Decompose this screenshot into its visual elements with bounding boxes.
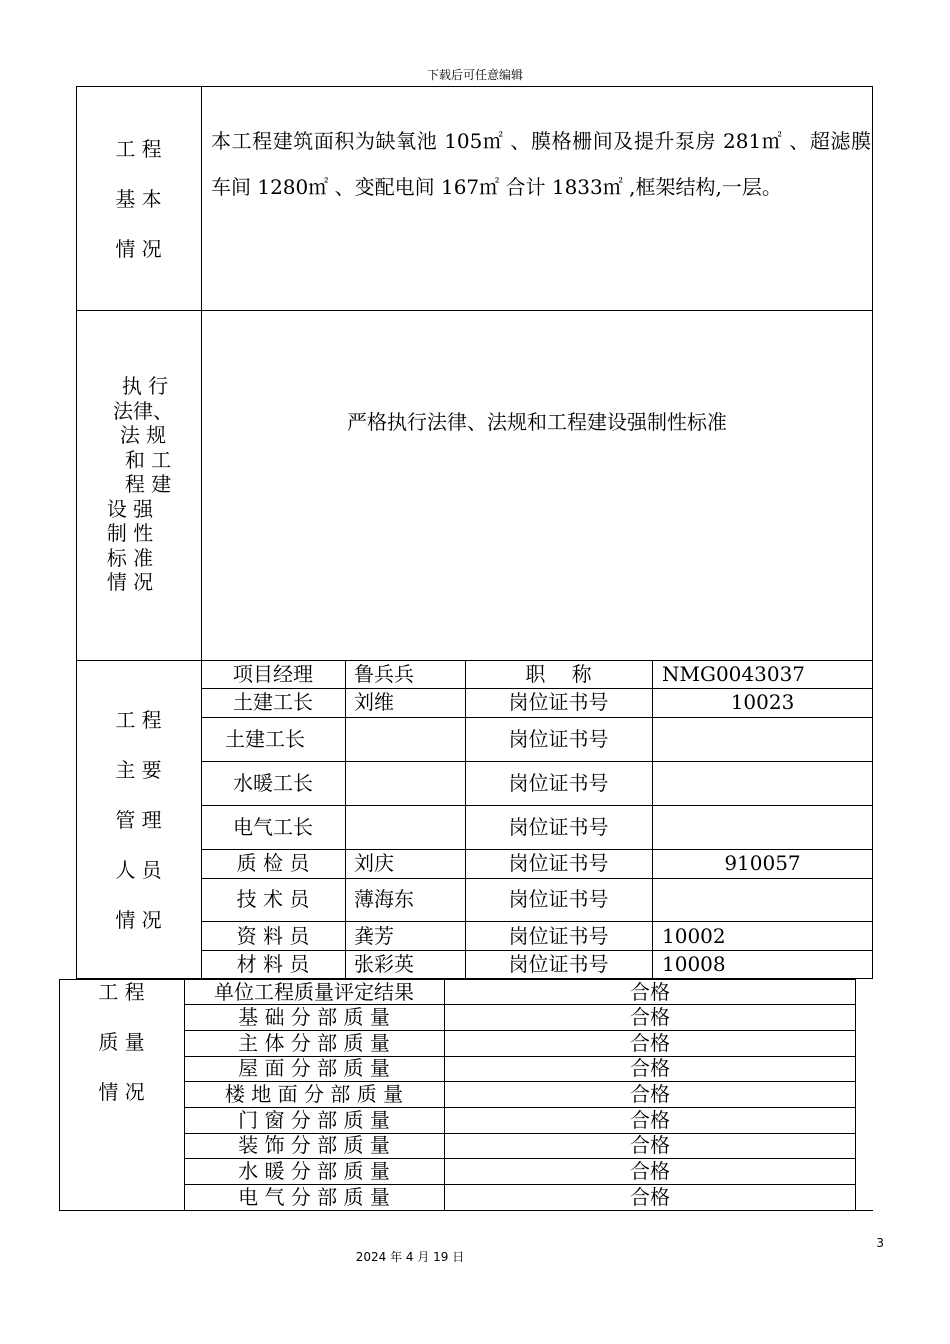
quality-result: 合格	[630, 1133, 670, 1157]
law-description: 严格执行法律、法规和工程建设强制性标准	[347, 410, 727, 434]
divider	[201, 761, 873, 762]
divider	[201, 950, 873, 951]
law-label-line: 设 强	[106, 496, 154, 521]
law-label-line: 制 性	[106, 521, 154, 545]
staff-cert-label: 岗位证书号	[508, 952, 609, 976]
quality-result: 合格	[630, 980, 670, 1004]
staff-cert: 10008	[662, 952, 726, 976]
quality-item: 楼 地 面 分 部 质 量	[224, 1082, 404, 1106]
law-label-line: 和 工	[124, 447, 172, 472]
staff-name: 薄海东	[354, 887, 414, 911]
staff-label-line: 情 况	[115, 908, 162, 932]
quality-result: 合格	[630, 1108, 670, 1132]
header-note: 下载后可任意编辑	[426, 68, 523, 82]
quality-item: 基 础 分 部 质 量	[238, 1005, 390, 1029]
staff-label-line: 人 员	[115, 858, 162, 882]
staff-name: 鲁兵兵	[354, 662, 414, 686]
divider	[201, 717, 873, 718]
divider	[201, 805, 873, 806]
quality-result: 合格	[630, 1159, 670, 1183]
staff-role: 电气工长	[233, 815, 313, 839]
staff-name: 刘庆	[354, 851, 394, 875]
law-label-line: 情 况	[106, 570, 154, 594]
staff-cert: NMG0043037	[662, 662, 806, 686]
divider	[201, 86, 202, 661]
quality-item: 电 气 分 部 质 量	[238, 1185, 390, 1209]
law-label-line: 法律、	[113, 398, 173, 423]
staff-name: 张彩英	[354, 952, 414, 976]
basic-label-line: 基 本	[115, 187, 162, 211]
law-label-line: 标 准	[106, 545, 154, 570]
divider	[345, 660, 346, 979]
law-label	[84, 374, 176, 595]
staff-role: 质 检 员	[236, 851, 310, 875]
quality-label-line: 质 量	[98, 1030, 145, 1054]
quality-result: 合格	[630, 1056, 670, 1080]
staff-role: 项目经理	[233, 662, 313, 686]
divider	[201, 849, 873, 850]
quality-label-line: 工 程	[98, 980, 145, 1004]
page-number: 3	[876, 1236, 884, 1250]
basic-label	[76, 124, 201, 274]
staff-cert-label: 岗位证书号	[508, 690, 609, 714]
divider	[201, 878, 873, 879]
staff-role: 土建工长	[233, 690, 313, 714]
staff-name: 龚芳	[354, 924, 394, 948]
law-label-line: 法 规	[119, 423, 167, 447]
staff-name: 刘维	[354, 690, 394, 714]
staff-role: 资 料 员	[236, 924, 310, 948]
staff-cert-label: 职 称	[525, 662, 592, 686]
quality-item: 装 饰 分 部 质 量	[238, 1133, 390, 1157]
quality-item: 屋 面 分 部 质 量	[238, 1056, 390, 1080]
law-label-line: 执 行	[121, 374, 169, 398]
staff-cert-label: 岗位证书号	[508, 815, 609, 839]
footer-date: 2024 年 4 月 19 日	[355, 1250, 465, 1264]
divider	[856, 1210, 873, 1211]
quality-label	[59, 967, 184, 1117]
divider	[201, 921, 873, 922]
quality-result: 合格	[630, 1005, 670, 1029]
quality-item: 单位工程质量评定结果	[214, 980, 414, 1004]
quality-result: 合格	[630, 1185, 670, 1209]
staff-cert: 10002	[662, 924, 726, 948]
basic-label-line: 工 程	[115, 137, 162, 161]
staff-role: 水暖工长	[233, 771, 313, 795]
basic-description: 本工程建筑面积为缺氧池 105㎡ 、膜格栅间及提升泵房 281㎡ 、超滤膜车间 1280㎡ 、变配电间 167㎡ 合计 1833㎡ ,框架结构,一层。	[211, 129, 871, 199]
staff-cert: 10023	[730, 690, 795, 714]
staff-cert-label: 岗位证书号	[508, 771, 609, 795]
staff-role: 技 术 员	[236, 887, 310, 911]
quality-result: 合格	[630, 1031, 670, 1055]
staff-cert-label: 岗位证书号	[508, 851, 609, 875]
staff-cert-label: 岗位证书号	[508, 924, 609, 948]
quality-item: 主 体 分 部 质 量	[238, 1031, 390, 1055]
quality-label-line: 情 况	[98, 1080, 145, 1104]
basic-label-line: 情 况	[115, 237, 162, 261]
staff-label-line: 主 要	[115, 758, 162, 782]
divider	[201, 688, 873, 689]
staff-role: 土建工长	[225, 727, 305, 751]
quality-item: 水 暖 分 部 质 量	[238, 1159, 390, 1183]
law-label-line: 程 建	[124, 472, 172, 496]
staff-cert-label: 岗位证书号	[508, 887, 609, 911]
staff-label	[76, 695, 201, 945]
staff-label-line: 工 程	[115, 708, 162, 732]
divider	[76, 310, 873, 311]
staff-role: 材 料 员	[236, 952, 310, 976]
staff-cert-label: 岗位证书号	[508, 727, 609, 751]
quality-item: 门 窗 分 部 质 量	[238, 1108, 390, 1132]
staff-cert: 910057	[724, 851, 801, 875]
staff-label-line: 管 理	[115, 808, 162, 832]
quality-result: 合格	[630, 1082, 670, 1106]
